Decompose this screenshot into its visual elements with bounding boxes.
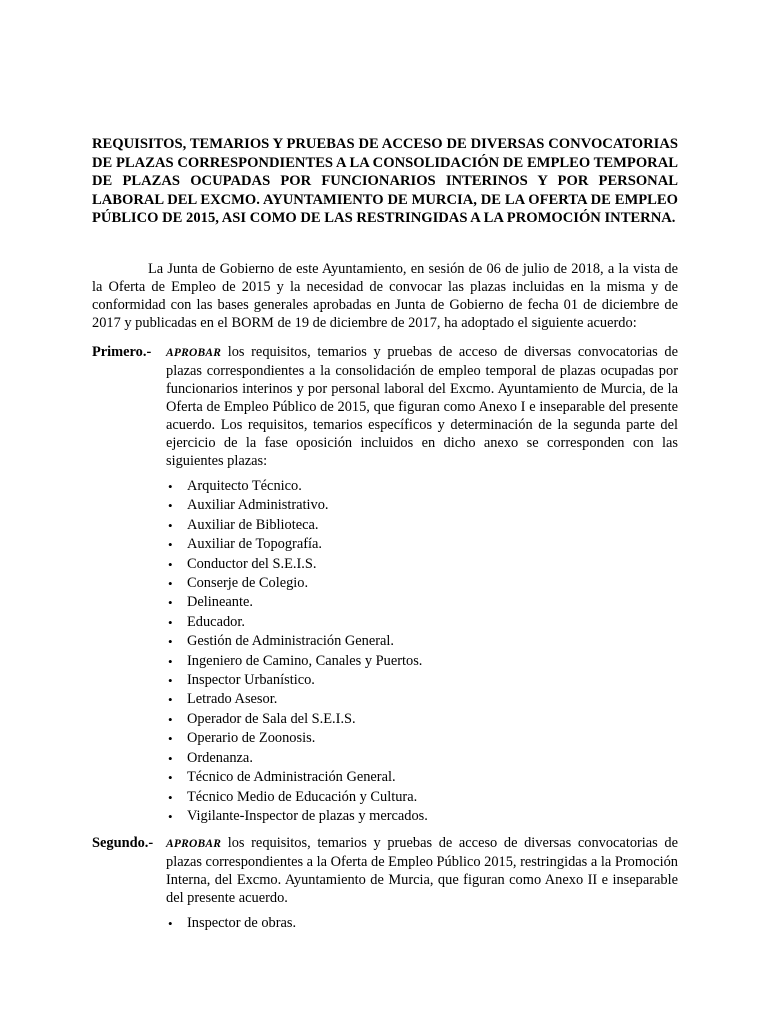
aprobar-keyword: APROBAR	[166, 838, 222, 850]
bullet-icon: •	[168, 498, 173, 514]
section-text-primero: los requisitos, temarios y pruebas de acceso de diversas convocatorias de plazas correspondientes a la consolidación de empleo temporal de plazas ocupadas por funcionarios interinos y por personal laboral del Excmo. Ayuntamiento de Murcia, de la Oferta de Empleo Público de 2015, que figuran como Anexo I e inseparable del presente acuerdo. Los requisitos, temarios específicos y determinación de la segunda parte del ejercicio de la fase oposición incluidos en dicho anexo se corresponden con las siguientes plazas:	[166, 344, 678, 469]
list-item: • Arquitecto Técnico.	[166, 477, 678, 496]
list-item: • Educador.	[166, 613, 678, 632]
list-item: • Técnico Medio de Educación y Cultura.	[166, 788, 678, 807]
section-body-segundo	[166, 834, 678, 933]
list-item: • Inspector de obras.	[166, 914, 678, 933]
bullet-icon: •	[168, 673, 173, 689]
list-item: • Operario de Zoonosis.	[166, 729, 678, 748]
bullet-icon: •	[168, 517, 173, 533]
bullet-icon: •	[168, 789, 173, 805]
list-item: • Conserje de Colegio.	[166, 574, 678, 593]
plazas-list	[166, 477, 678, 826]
section-lead-segundo: Segundo.-	[92, 835, 154, 851]
list-item: • Inspector Urbanístico.	[166, 671, 678, 690]
section-body-primero	[166, 343, 678, 826]
list-item: • Técnico de Administración General.	[166, 768, 678, 787]
section-segundo	[92, 834, 678, 933]
list-item: • Letrado Asesor.	[166, 690, 678, 709]
list-item: • Auxiliar de Topografía.	[166, 535, 678, 554]
list-item: • Ordenanza.	[166, 749, 678, 768]
list-item: • Gestión de Administración General.	[166, 632, 678, 651]
list-item: • Ingeniero de Camino, Canales y Puertos.	[166, 652, 678, 671]
section-text-segundo: los requisitos, temarios y pruebas de acceso de diversas convocatorias de plazas correspondientes a la Oferta de Empleo Público 2015, restringidas a la Promoción Interna, del Excmo. Ayuntamiento de Murcia, que figuran como Anexo II e inseparable del presente acuerdo.	[166, 835, 678, 906]
bullet-icon: •	[168, 808, 173, 824]
list-item: • Vigilante-Inspector de plazas y mercados.	[166, 807, 678, 826]
aprobar-keyword: APROBAR	[166, 347, 222, 359]
bullet-icon: •	[168, 595, 173, 611]
document-title: REQUISITOS, TEMARIOS Y PRUEBAS DE ACCESO DE DIVERSAS CONVOCATORIAS DE PLAZAS CORRESPONDIENTES A LA CONSOLIDACIÓN DE EMPLEO TEMPORAL DE PLAZAS OCUPADAS POR FUNCIONARIOS INTERINOS Y POR PERSONAL LABORAL DEL EXCMO. AYUNTAMIENTO DE MURCIA, DE LA OFERTA DE EMPLEO PÚBLICO DE 2015, ASI COMO DE LAS RESTRINGIDAS A LA PROMOCIÓN INTERNA.	[92, 136, 678, 226]
bullet-icon: •	[168, 479, 173, 494]
list-item: • Auxiliar de Biblioteca.	[166, 516, 678, 535]
section-lead-primero: Primero.-	[92, 344, 152, 360]
list-item: • Operador de Sala del S.E.I.S.	[166, 710, 678, 729]
bullet-icon: •	[168, 576, 173, 592]
bullet-icon: •	[168, 770, 173, 786]
section-primero	[92, 343, 678, 826]
bullet-icon: •	[168, 556, 173, 572]
intro-paragraph: La Junta de Gobierno de este Ayuntamiento, en sesión de 06 de julio de 2018, a la vista de la Oferta de Empleo de 2015 y la necesidad de convocar las plazas incluidas en la misma y de conformidad con las bases generales aprobadas en Junta de Gobierno de fecha 01 de diciembre de 2017 y publicadas en el BORM de 19 de diciembre de 2017, ha adoptado el siguiente acuerdo:	[92, 261, 678, 331]
bullet-icon: •	[168, 653, 173, 669]
list-item: • Auxiliar Administrativo.	[166, 496, 678, 515]
bullet-icon: •	[168, 634, 173, 650]
bullet-icon: •	[168, 711, 173, 727]
bullet-icon: •	[168, 537, 173, 553]
bullet-icon: •	[168, 731, 173, 747]
bullet-icon: •	[168, 692, 173, 708]
promocion-list	[166, 914, 678, 933]
bullet-icon: •	[168, 916, 173, 931]
bullet-icon: •	[168, 750, 173, 766]
list-item: • Delineante.	[166, 593, 678, 612]
bullet-icon: •	[168, 614, 173, 630]
list-item: • Conductor del S.E.I.S.	[166, 555, 678, 574]
